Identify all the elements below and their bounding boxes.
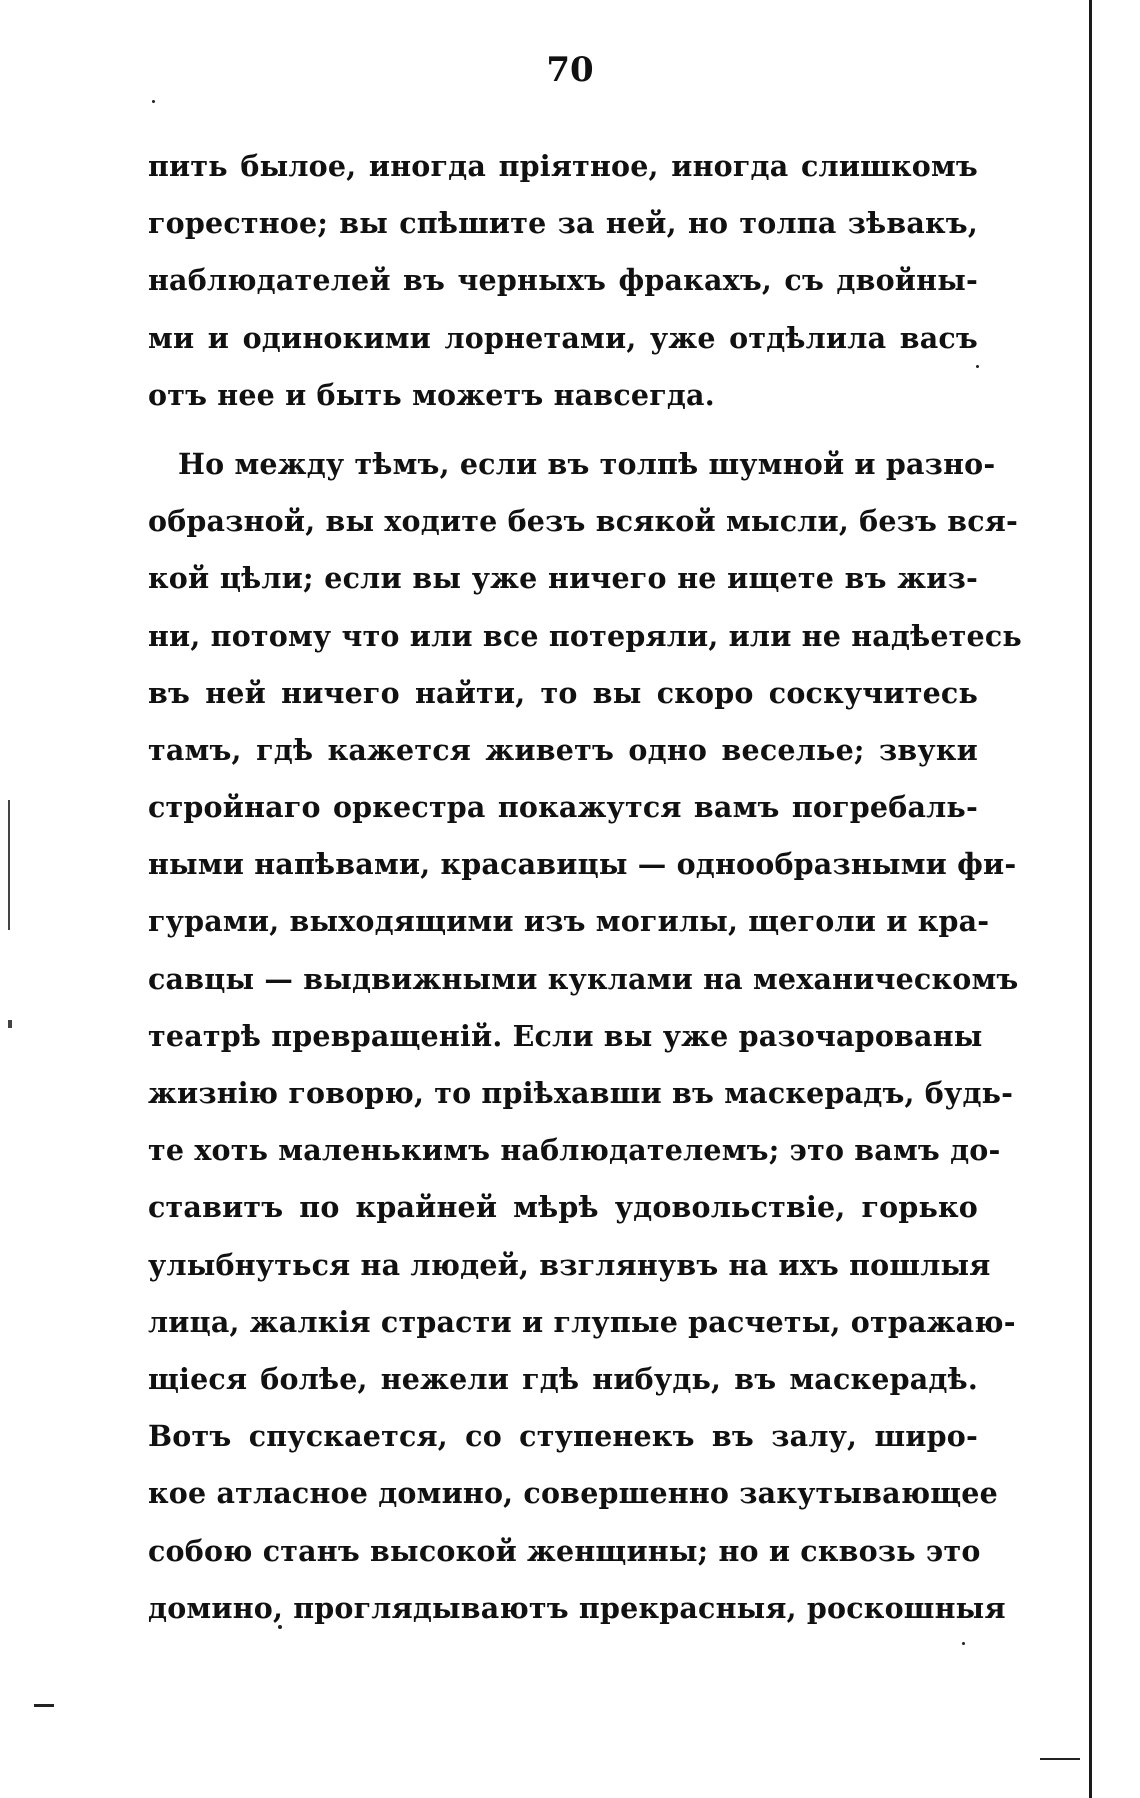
scan-left-mark xyxy=(8,800,10,930)
text-line: жизнію говорю, то пріѣхавши въ маскерадъ, будь- xyxy=(148,1076,1014,1110)
text-line: кое атласное домино, совершенно закутывающее xyxy=(148,1476,998,1511)
text-line: театрѣ превращеній. Если вы уже разочарованы xyxy=(148,1018,983,1053)
text-line: отъ нее и быть можетъ навсегда. xyxy=(148,377,715,412)
text-line: ставитъ по крайней мѣрѣ удовольствіе, горько xyxy=(148,1190,978,1225)
scan-corner-mark xyxy=(1040,1758,1080,1760)
text-line: те хоть маленькимъ наблюдателемъ; это вамъ до- xyxy=(148,1133,1001,1168)
text-line: ми и одинокими лорнетами, уже отдѣлила васъ xyxy=(148,320,978,355)
text-line: пить былое, иногда пріятное, иногда слишкомъ xyxy=(148,149,978,183)
text-line: стройнаго оркестра покажутся вамъ погребаль- xyxy=(148,790,978,825)
page-number: 70 xyxy=(546,50,594,90)
text-line: гурами, выходящими изъ могилы, щеголи и кра- xyxy=(148,904,990,939)
scan-speck xyxy=(152,100,155,103)
text-line: въ ней ничего найти, то вы скоро соскучитесь xyxy=(148,675,978,710)
scan-edge-line xyxy=(1089,0,1092,1798)
body-text xyxy=(148,138,1022,1637)
scan-corner-mark xyxy=(34,1704,54,1707)
scan-speck xyxy=(976,365,979,368)
scan-left-mark xyxy=(8,1020,12,1028)
text-line: улыбнуться на людей, взглянувъ на ихъ пошлыя xyxy=(148,1247,991,1282)
text-line: собою станъ высокой женщины; но и сквозь это xyxy=(148,1533,981,1568)
text-line: горестное; вы спѣшите за ней, но толпа зѣвакъ, xyxy=(148,206,978,241)
text-line: образной, вы ходите безъ всякой мысли, безъ вся- xyxy=(148,504,1019,539)
text-line: кой цѣли; если вы уже ничего не ищете въ жиз- xyxy=(148,561,978,596)
text-line: щіеся болѣе, нежели гдѣ нибудь, въ маскерадѣ. xyxy=(148,1361,978,1396)
text-line: Вотъ спускается, со ступенекъ въ залу, широ- xyxy=(148,1419,978,1454)
text-line: тамъ, гдѣ кажется живетъ одно веселье; звуки xyxy=(148,732,978,767)
scan-speck xyxy=(962,1642,965,1645)
text-line: Но между тѣмъ, если въ толпѣ шумной и разно- xyxy=(178,446,996,481)
text-line: савцы — выдвижными куклами на механическомъ xyxy=(148,961,1019,996)
text-line: наблюдателей въ черныхъ фракахъ, съ двойны- xyxy=(148,263,978,298)
paragraph-gap xyxy=(148,424,978,436)
text-line: ными напѣвами, красавицы — однообразными фи- xyxy=(148,847,1017,882)
text-line: домино, проглядываютъ прекрасныя, роскошныя xyxy=(148,1590,1006,1625)
text-line: ни, потому что или все потеряли, или не надѣетесь xyxy=(148,618,1022,653)
scan-speck xyxy=(278,1625,282,1629)
text-line: лица, жалкія страсти и глупые расчеты, отражаю- xyxy=(148,1304,1016,1339)
